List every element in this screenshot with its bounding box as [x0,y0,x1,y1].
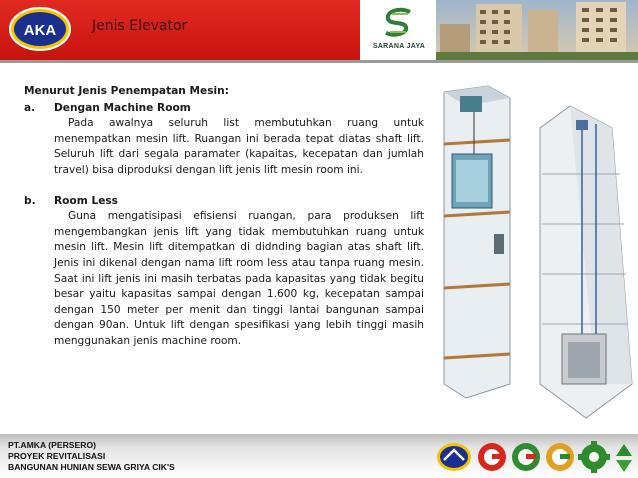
aka-logo-icon [8,6,72,52]
g-logo-icon [512,443,540,471]
item-a-paragraph: Pada awalnya seluruh list membutuhkan ruang untuk menempatkan mesin lift. Ruangan ini berada tepat diatas shaft lift. Seluruh lift dari segala paramater (kapaitas, kecepatan dan jumlah travel) bisa diproduksi dengan lift jenis lift mesin room ini. [54,117,424,176]
logo-text: AKA [23,22,57,39]
g-logo-icon [546,443,574,471]
footer-logos [436,440,636,474]
partner-logo [362,0,436,60]
sarana-jaya-logo-icon [380,6,418,40]
spacer [24,179,424,194]
footer-company-block [8,440,175,473]
partner-name: SARANA JAYA [372,43,426,50]
page-title: Jenis Elevator [92,18,188,34]
footer-building-name: BANGUNAN HUNIAN SEWA GRIYA CIK'S [8,462,175,472]
item-b-title-row [24,194,424,210]
recycle-icon [616,444,632,472]
item-b-paragraph: Guna mengatisipasi efisiensi ruangan, para produksen lift mengembangkan jenis lift yang tidak membutuhkan ruang untuk mesin lift. Mesin lift ditempatkan di didnding bagian atas shaft lift. Jenis ini dikenal dengan nama lift room less atau tanpa ruang mesin. Saat ini lift jenis ini masih terbatas pada kapasitas yang tidak begitu besar yaitu kapasitas sampai dengan 1.600 kg, kecepatan sampai dengan 150 meter per menit dan tinggi lantai bangunan sampai dengan 90an. Untuk lift dengan spesifikasi yang lebih tinggi masih menggunakan jenis machine room. [54,210,424,347]
item-b-label: b. [24,194,36,207]
building-photo [436,0,638,60]
item-a-label: a. [24,101,36,114]
header-divider [0,60,638,63]
item-b-title: Room Less [54,194,118,207]
elevator-illustration [430,84,638,420]
footer-company-name: PT.AMKA (PERSERO) [8,440,97,450]
gear-logo-icon [578,441,610,473]
header-bar [0,0,638,60]
footer-project-name: PROYEK REVITALISASI [8,451,106,461]
main-content [24,84,424,350]
machine-room-elevator-image [444,86,510,398]
g-logo-icon [478,443,506,471]
item-a-title-row [24,101,424,117]
section-heading: Menurut Jenis Penempatan Mesin: [24,85,229,97]
aka-logo-icon [437,443,471,471]
item-a-title: Dengan Machine Room [54,101,191,114]
machine-room-less-elevator-image [540,106,632,418]
